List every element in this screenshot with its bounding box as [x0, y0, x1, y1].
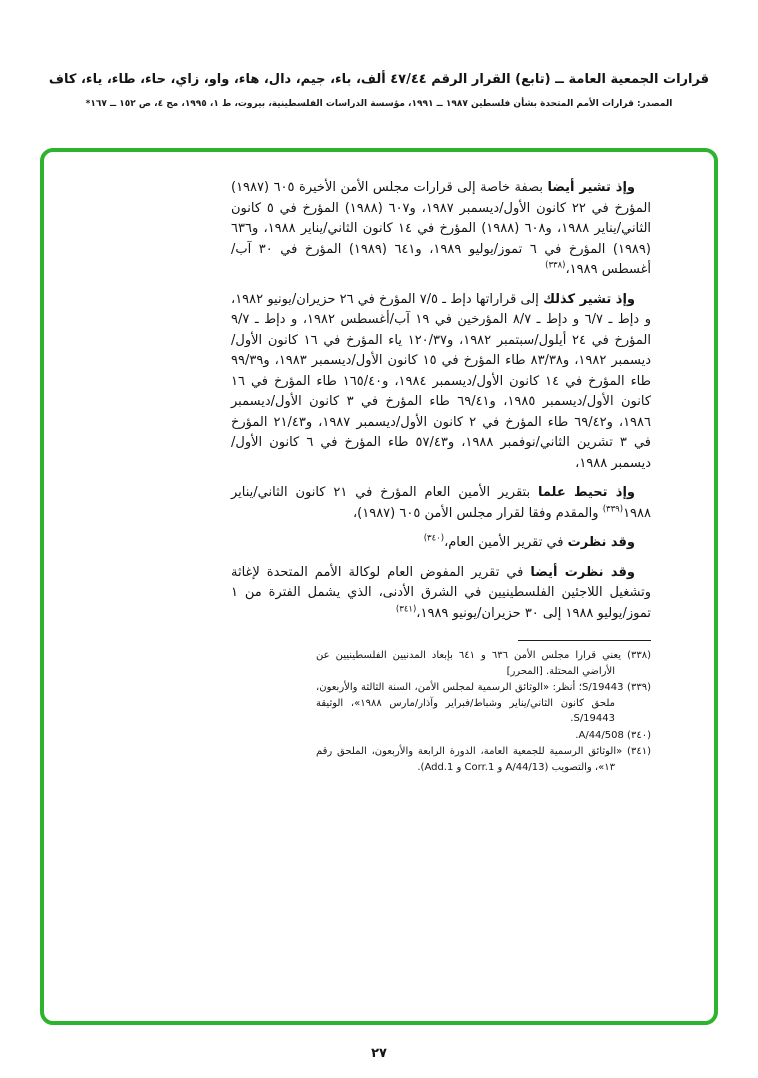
paragraph — [231, 483, 651, 524]
footnote-text: S/19443؛ أنظر: «الوثائق الرسمية لمجلس الأمن، السنة الثالثة والأربعون، ملحق كانون الثاني/يناير وشباط/فبراير وآذار/مارس ١٩٨٨»، الوثيقة S/19443. — [316, 682, 624, 724]
footnote-marker: (٣٣٨) — [621, 650, 651, 661]
footnote — [316, 648, 651, 679]
footnote-separator — [518, 640, 651, 641]
footnote-text: يعني قرارا مجلس الأمن ٦٣٦ و ٦٤١ بإبعاد المدنيين الفلسطينيين عن الأراضي المحتلة. [المحرر] — [316, 650, 622, 677]
footnotes — [316, 648, 651, 775]
footnote-ref: (٣٣٩) — [602, 504, 624, 515]
paragraph-text: في تقرير المفوض العام لوكالة الأمم المتحدة لإغاثة وتشغيل اللاجئين الفلسطينيين في الشرق الأدنى، الذي يشمل الفترة من ١ تموز/يوليو ١٩٨٨ إلى ٣٠ حزيران/يونيو ١٩٨٩، — [231, 564, 651, 621]
paragraph — [231, 290, 651, 475]
paragraph-text: في تقرير الأمين العام، — [444, 535, 568, 550]
paragraph — [231, 533, 651, 554]
resolution-box — [40, 148, 718, 1025]
footnote-marker: (٣٤١) — [622, 746, 651, 757]
paragraph-lead: وإذ تشير أيضا — [547, 180, 635, 195]
paragraph-lead: وقد نظرت — [567, 535, 635, 550]
footnote-text: «الوثائق الرسمية للجمعية العامة، الدورة الرابعة والأربعون، الملحق رقم ١٣»، والتصويب (A/44/13 و Corr.1 و Add.1). — [316, 746, 623, 773]
paragraph-text: بتقرير الأمين العام المؤرخ في ٢١ كانون الثاني/يناير ١٩٨٨ — [231, 485, 651, 521]
paragraph-lead: وإذ تشير كذلك — [543, 291, 635, 307]
paragraphs — [231, 178, 651, 624]
paragraph-text: والمقدم وفقا لقرار مجلس الأمن ٦٠٥ (١٩٨٧)، — [352, 505, 603, 521]
footnote-ref: (٣٤١) — [395, 604, 417, 615]
footnote-text: A/44/508. — [575, 729, 624, 741]
page-number: ٢٧ — [371, 1046, 387, 1061]
resolution-content — [231, 178, 651, 776]
footnote — [316, 744, 651, 775]
paragraph-text: بصفة خاصة إلى قرارات مجلس الأمن الأخيرة ٦٠٥ (١٩٨٧) المؤرخ في ٢٢ كانون الأول/ديسمبر ١٩٨٧، و٦٠٧ (١٩٨٨) المؤرخ في ٥ كانون الثاني/يناير ١٩٨٨، و٦٠٨ (١٩٨٨) المؤرخ في ١٤ كانون الثاني/يناير ١٩٨٨، و٦٣٦ (١٩٨٩) المؤرخ في ٦ تموز/يوليو ١٩٨٩، و٦٤١ (١٩٨٩) المؤرخ في ٣٠ آب/أغسطس ١٩٨٩، — [231, 180, 652, 277]
page-title: قرارات الجمعية العامة ــ (تابع) القرار الرقم ٤٧/٤٤ ألف، باء، جيم، دال، هاء، واو، زاي، حاء، طاء، ياء، كاف — [48, 72, 710, 87]
paragraph — [231, 563, 651, 625]
footnote — [316, 680, 651, 727]
paragraph — [231, 178, 651, 281]
paragraph-lead: وقد نظرت أيضا — [530, 564, 635, 580]
footnote — [316, 728, 651, 744]
paragraph-text: إلى قراراتها دإط ـ ٧/٥ المؤرخ في ٢٦ حزيران/يونيو ١٩٨٢، و دإط ـ ٦/٧ و دإط ـ ٨/٧ المؤرخين في ١٩ آب/أغسطس ١٩٨٢، و دإط ـ ٩/٧ المؤرخ في ٢٤ أيلول/سبتمبر ١٩٨٢، و١٢٠/٣٧ ياء المؤرخ في ١٦ كانون الأول/ديسمبر ١٩٨٢، و٨٣/٣٨ طاء المؤرخ في ١٥ كانون الأول/ديسمبر ١٩٨٣، و٩٩/٣٩ طاء المؤرخ في ١٤ كانون الأول/ديسمبر ١٩٨٤، و١٦٥/٤٠ طاء المؤرخ في ١٦ كانون الأول/ديسمبر ١٩٨٥، و٦٩/٤١ طاء المؤرخ في ٣ كانون الأول/ديسمبر ١٩٨٦، و٦٩/٤٢ طاء المؤرخ في ٢ كانون الأول/ديسمبر ١٩٨٧، و٢١/٤٣ المؤرخ في ٣ تشرين الثاني/نوفمبر ١٩٨٨، و٥٧/٤٣ طاء المؤرخ في ٦ كانون الأول/ديسمبر ١٩٨٨، — [231, 291, 652, 471]
footnote-marker: (٣٣٩) — [623, 682, 651, 693]
footnote-marker: (٣٤٠) — [623, 729, 651, 741]
footnote-ref: (٣٣٨) — [545, 260, 566, 271]
paragraph-lead: وإذ تحيط علما — [537, 485, 635, 500]
footnote-ref: (٣٤٠) — [423, 533, 445, 544]
source-citation: المصدر: قرارات الأمم المتحدة بشأن فلسطين ١٩٨٧ ــ ١٩٩١، مؤسسة الدراسات الفلسطينية، بيروت، ط ١، ١٩٩٥، مج ٤، ص ١٥٢ ــ ١٦٧* — [85, 99, 673, 109]
